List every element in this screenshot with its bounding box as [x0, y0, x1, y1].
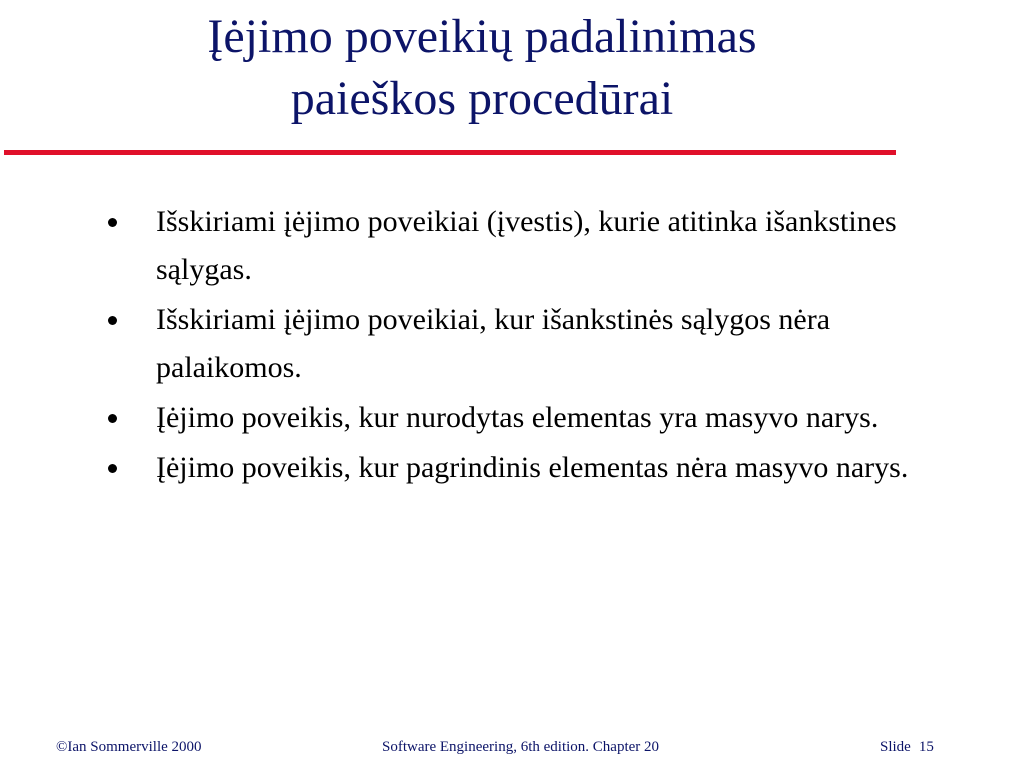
- bullet-list: [100, 198, 980, 494]
- bullet-icon: [108, 218, 117, 227]
- footer-book-title: Software Engineering, 6th edition. Chapter 20: [382, 739, 660, 755]
- title-line-2: paieškos procedūrai: [290, 72, 674, 125]
- bullet-icon: [108, 414, 117, 423]
- list-item: [100, 296, 980, 392]
- footer-slide-counter: [880, 738, 934, 756]
- title-underline-rule: [4, 150, 896, 155]
- bullet-text: Įėjimo poveikis, kur pagrindinis elementas nėra masyvo narys.: [156, 451, 909, 484]
- slide-number: 15: [918, 739, 934, 755]
- bullet-text: Įėjimo poveikis, kur nurodytas elementas yra masyvo narys.: [156, 401, 879, 434]
- title-line-1: Įėjimo poveikių padalinimas: [207, 10, 757, 63]
- slide-label: Slide: [880, 739, 911, 755]
- bullet-text: Išskiriami įėjimo poveikiai, kur išankstinės sąlygos nėra palaikomos.: [156, 303, 831, 384]
- list-item: [100, 198, 980, 294]
- list-item: [100, 394, 980, 442]
- bullet-text: Išskiriami įėjimo poveikiai (įvestis), kurie atitinka išankstines sąlygas.: [156, 205, 897, 286]
- bullet-icon: [108, 464, 117, 473]
- bullet-icon: [108, 316, 117, 325]
- slide-title: [0, 6, 964, 130]
- footer-copyright: ©Ian Sommerville 2000: [56, 739, 202, 755]
- list-item: [100, 444, 980, 492]
